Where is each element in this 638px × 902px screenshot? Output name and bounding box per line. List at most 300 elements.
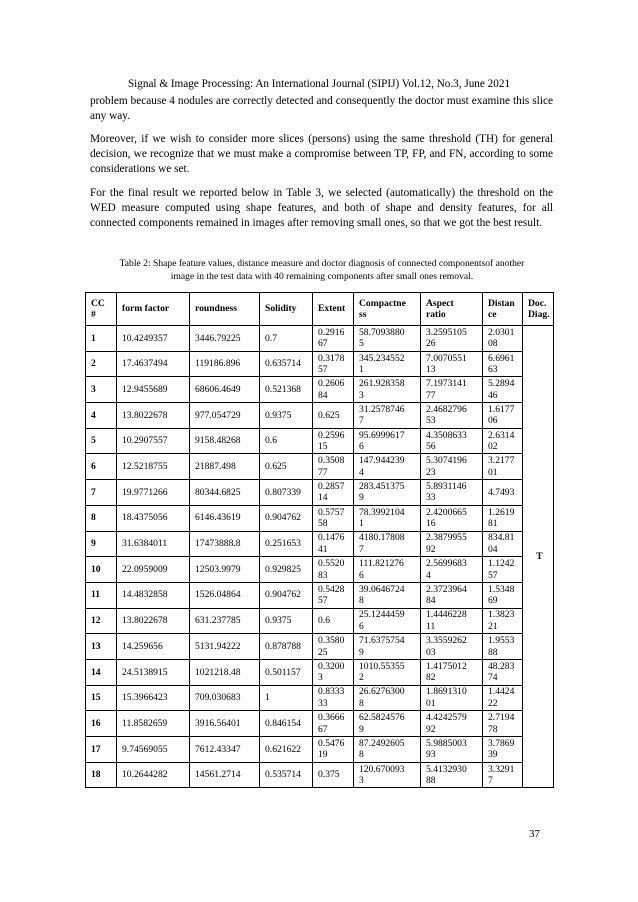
cell-line: 1.9553 (488, 635, 515, 647)
cell-solidity: 0.621622 (260, 737, 313, 763)
cell-line: 1.4175012 (426, 660, 467, 672)
cell-line: 2.3879955 (426, 532, 467, 544)
cell-form-factor: 22.0959009 (117, 557, 190, 583)
cell-line: 69 (488, 595, 498, 607)
cell-compactness (354, 762, 421, 788)
cell-extent (313, 377, 354, 403)
cell-line: 02 (488, 441, 498, 453)
cell-solidity: 0.9375 (260, 403, 313, 429)
cell-line: 25 (318, 646, 328, 658)
page-number: 37 (529, 828, 540, 840)
cell-line: 13 (426, 364, 436, 376)
cell-compactness (354, 608, 421, 634)
cell-line: 5.4132930 (426, 763, 467, 775)
cell-form-factor: 17.4637494 (117, 351, 190, 377)
cell-line: 4 (426, 569, 431, 581)
cell-solidity: 0.878788 (260, 634, 313, 660)
cell-distance (483, 428, 523, 454)
cell-roundness: 709.030683 (190, 685, 260, 711)
cell-line: 57 (318, 364, 328, 376)
cell-form-factor: 24.5138915 (117, 659, 190, 685)
cell-line: 1.5348 (488, 583, 515, 595)
cell-extent (313, 582, 354, 608)
cell-line: 0.8333 (318, 686, 345, 698)
cell-form-factor: 15.3966423 (117, 685, 190, 711)
cell-cc: 8 (86, 505, 117, 531)
cell-line: 2.4200665 (426, 506, 467, 518)
cell-extent (313, 351, 354, 377)
cell-line: 6.6961 (488, 352, 515, 364)
cell-form-factor: 10.4249357 (117, 326, 190, 352)
cell-solidity: 0.251653 (260, 531, 313, 557)
header-cc: CC # (86, 293, 117, 326)
cell-compactness (354, 326, 421, 352)
cell-line: 6 (359, 620, 364, 632)
cell-cc: 11 (86, 582, 117, 608)
cell-line: 2.0301 (488, 326, 515, 338)
table-row (86, 377, 554, 403)
cell-compactness (354, 454, 421, 480)
cell-line: 58 (318, 518, 328, 530)
cell-extent (313, 428, 354, 454)
table-row (86, 480, 554, 506)
cell-line: 0.3200 (318, 660, 345, 672)
cell-aspect-ratio (421, 634, 483, 660)
cell-cc: 17 (86, 737, 117, 763)
cell-line: 6 (359, 569, 364, 581)
cell-line: 83 (318, 569, 328, 581)
cell-compactness (354, 659, 421, 685)
cell-form-factor: 19.9771266 (117, 480, 190, 506)
cell-line: 2.7194 (488, 712, 515, 724)
cell-solidity: 0.9375 (260, 608, 313, 634)
table-body (86, 326, 554, 788)
cell-line: 1.4446228 (426, 609, 467, 621)
paragraph-3: For the final result we reported below in Table 3, we selected (automatically) the threshold on the WED measure computed using shape features, and both of shape and density features, for all connected components remained in images after removing small ones, so that we got the best result. (90, 187, 553, 229)
cell-line: 19 (318, 749, 328, 761)
cell-aspect-ratio (421, 659, 483, 685)
cell-solidity: 0.625 (260, 454, 313, 480)
cell-line: 67 (318, 723, 328, 735)
cell-doctor-diagnosis (523, 326, 554, 788)
cell-distance (483, 531, 523, 557)
cell-line: 8 (359, 697, 364, 709)
table-row (86, 454, 554, 480)
cell-solidity: 0.7 (260, 326, 313, 352)
cell-line: 0.3666 (318, 712, 345, 724)
shape-feature-table (85, 292, 554, 788)
cell-extent (313, 634, 354, 660)
cell-line: 33 (426, 492, 436, 504)
cell-line: 25.1244459 (359, 609, 405, 621)
cell-line: 14 (318, 492, 328, 504)
cell-aspect-ratio (421, 608, 483, 634)
header-compactness: Compactne ss (354, 293, 421, 326)
cell-form-factor: 18.4375056 (117, 505, 190, 531)
cell-compactness (354, 480, 421, 506)
cell-line: 67 (318, 338, 328, 350)
cell-extent (313, 454, 354, 480)
cell-distance (483, 377, 523, 403)
table-header-row (86, 293, 554, 326)
cell-line: 95.6999617 (359, 429, 405, 441)
cell-line: 0.625 (318, 409, 340, 421)
header-solidity: Solidity (260, 293, 313, 326)
cell-line: 26 (426, 338, 436, 350)
cell-aspect-ratio (421, 762, 483, 788)
cell-line: 3 (359, 775, 364, 787)
cell-line: 92 (426, 723, 436, 735)
cell-line: 46 (488, 389, 498, 401)
cell-line: 92 (426, 543, 436, 555)
cell-aspect-ratio (421, 377, 483, 403)
cell-line: 26.6276300 (359, 686, 405, 698)
cell-line: 0.5520 (318, 558, 345, 570)
cell-distance (483, 659, 523, 685)
cell-line: 4180.17808 (359, 532, 405, 544)
cell-line: 5.3074196 (426, 455, 467, 467)
cell-compactness (354, 685, 421, 711)
cell-cc: 14 (86, 659, 117, 685)
cell-distance (483, 351, 523, 377)
cell-line: 3 (359, 389, 364, 401)
table-row (86, 557, 554, 583)
cell-line: 7.1973141 (426, 378, 467, 390)
cell-line: 0.6 (318, 615, 330, 627)
cell-line: 77 (426, 389, 436, 401)
cell-roundness: 14561.2714 (190, 762, 260, 788)
cell-line: 283.451375 (359, 480, 405, 492)
cell-compactness (354, 531, 421, 557)
cell-line: 7 (488, 775, 493, 787)
table-row (86, 608, 554, 634)
diagnosis-value: T (536, 550, 543, 562)
table-row (86, 659, 554, 685)
cell-roundness: 1526.04864 (190, 582, 260, 608)
cell-line: 0.2916 (318, 326, 345, 338)
cell-compactness (354, 428, 421, 454)
cell-form-factor: 14.4832858 (117, 582, 190, 608)
cell-line: 4.3508633 (426, 429, 467, 441)
table-row (86, 737, 554, 763)
cell-aspect-ratio (421, 557, 483, 583)
cell-line: 9 (359, 646, 364, 658)
cell-compactness (354, 403, 421, 429)
cell-solidity: 0.904762 (260, 582, 313, 608)
cell-distance (483, 326, 523, 352)
cell-line: 0.3178 (318, 352, 345, 364)
cell-line: 4.4242579 (426, 712, 467, 724)
cell-line: 58.7093880 (359, 326, 405, 338)
cell-form-factor: 12.9455689 (117, 377, 190, 403)
paragraph-1: problem because 4 nodules are correctly detected and consequently the doctor must examine this slice any way. (90, 95, 553, 122)
cell-line: 06 (488, 415, 498, 427)
cell-line: 33 (318, 697, 328, 709)
header-extent: Extent (313, 293, 354, 326)
cell-line: 53 (426, 415, 436, 427)
cell-compactness (354, 557, 421, 583)
cell-extent (313, 505, 354, 531)
cell-line: 834.81 (488, 532, 515, 544)
cell-line: 88 (488, 646, 498, 658)
cell-line: 23 (426, 466, 436, 478)
cell-line: 0.2857 (318, 480, 345, 492)
cell-extent (313, 557, 354, 583)
cell-compactness (354, 351, 421, 377)
cell-roundness: 3916.56401 (190, 711, 260, 737)
cell-distance (483, 711, 523, 737)
cell-line: 3.3559262 (426, 635, 467, 647)
cell-distance (483, 454, 523, 480)
cell-line: 56 (426, 441, 436, 453)
cell-line: 3.7869 (488, 737, 515, 749)
cell-distance (483, 608, 523, 634)
table-row (86, 531, 554, 557)
cell-roundness: 3446.79225 (190, 326, 260, 352)
cell-cc: 2 (86, 351, 117, 377)
cell-line: 16 (426, 518, 436, 530)
cell-solidity: 0.635714 (260, 351, 313, 377)
cell-extent (313, 403, 354, 429)
cell-line: 345.234552 (359, 352, 405, 364)
cell-line: 57 (488, 569, 498, 581)
cell-line: 3.3291 (488, 763, 515, 775)
cell-line: 82 (426, 672, 436, 684)
cell-line: 120.670093 (359, 763, 405, 775)
cell-line: 62.5824576 (359, 712, 405, 724)
cell-cc: 9 (86, 531, 117, 557)
cell-solidity: 1 (260, 685, 313, 711)
cell-aspect-ratio (421, 454, 483, 480)
header-roundness: roundness (190, 293, 260, 326)
cell-distance (483, 480, 523, 506)
cell-extent (313, 711, 354, 737)
cell-solidity: 0.521368 (260, 377, 313, 403)
cell-extent (313, 762, 354, 788)
cell-extent (313, 480, 354, 506)
cell-line: 63 (488, 364, 498, 376)
cell-aspect-ratio (421, 737, 483, 763)
cell-line: 87.2492605 (359, 737, 405, 749)
cell-distance (483, 762, 523, 788)
cell-line: 5.9885003 (426, 737, 467, 749)
cell-line: 5.2894 (488, 378, 515, 390)
cell-cc: 13 (86, 634, 117, 660)
cell-distance (483, 634, 523, 660)
cell-line: 1.8691310 (426, 686, 467, 698)
cell-line: 7 (359, 543, 364, 555)
table-caption: Table 2: Shape feature values, distance measure and doctor diagnosis of connected componentsof another image in the test data with 40 remaining components after small ones removal. (119, 258, 525, 282)
running-header: Signal & Image Processing: An International Journal (SIPIJ) Vol.12, No.3, June 2021 (127, 78, 511, 90)
cell-form-factor: 9.74569055 (117, 737, 190, 763)
cell-distance (483, 557, 523, 583)
cell-aspect-ratio (421, 351, 483, 377)
cell-distance (483, 685, 523, 711)
cell-line: 0.3508 (318, 455, 345, 467)
cell-compactness (354, 737, 421, 763)
table-row (86, 762, 554, 788)
cell-cc: 5 (86, 428, 117, 454)
cell-line: 1.1242 (488, 558, 515, 570)
cell-compactness (354, 634, 421, 660)
cell-line: 9 (359, 723, 364, 735)
cell-roundness: 6146.43619 (190, 505, 260, 531)
cell-cc: 16 (86, 711, 117, 737)
cell-aspect-ratio (421, 403, 483, 429)
cell-line: 111.821276 (359, 558, 404, 570)
cell-aspect-ratio (421, 326, 483, 352)
cell-line: 2 (359, 672, 364, 684)
cell-line: 5.8931146 (426, 480, 467, 492)
table-row (86, 582, 554, 608)
cell-form-factor: 31.6384011 (117, 531, 190, 557)
cell-line: 84 (318, 389, 328, 401)
cell-line: 15 (318, 441, 328, 453)
cell-solidity: 0.501157 (260, 659, 313, 685)
cell-line: 1.3823 (488, 609, 515, 621)
cell-form-factor: 14.259656 (117, 634, 190, 660)
cell-line: 8 (359, 595, 364, 607)
cell-distance (483, 737, 523, 763)
cell-line: 84 (426, 595, 436, 607)
cell-compactness (354, 582, 421, 608)
cell-cc: 3 (86, 377, 117, 403)
cell-line: 93 (426, 749, 436, 761)
cell-solidity: 0.6 (260, 428, 313, 454)
cell-line: 0.1476 (318, 532, 345, 544)
cell-roundness: 631.237785 (190, 608, 260, 634)
header-form-factor: form factor (117, 293, 190, 326)
cell-line: 22 (488, 697, 498, 709)
cell-line: 7 (359, 415, 364, 427)
cell-line: 74 (488, 672, 498, 684)
cell-roundness: 12503.9979 (190, 557, 260, 583)
table-row (86, 351, 554, 377)
cell-line: 0.3580 (318, 635, 345, 647)
table-row (86, 685, 554, 711)
cell-line: 5 (359, 338, 364, 350)
cell-line: 78.3992104 (359, 506, 405, 518)
cell-aspect-ratio (421, 685, 483, 711)
cell-line: 147.944239 (359, 455, 405, 467)
table-row (86, 505, 554, 531)
cell-line: 31.2578746 (359, 403, 405, 415)
cell-extent (313, 659, 354, 685)
table-row (86, 428, 554, 454)
cell-extent (313, 608, 354, 634)
cell-form-factor: 12.5218755 (117, 454, 190, 480)
cell-line: 77 (318, 466, 328, 478)
cell-form-factor: 10.2907557 (117, 428, 190, 454)
cell-line: 0.375 (318, 769, 340, 781)
cell-line: 39.0646724 (359, 583, 405, 595)
cell-extent (313, 737, 354, 763)
cell-extent (313, 685, 354, 711)
cell-line: 11 (426, 620, 436, 632)
cell-line: 3.2595105 (426, 326, 467, 338)
cell-roundness: 5131.94222 (190, 634, 260, 660)
cell-line: 261.928358 (359, 378, 405, 390)
table-row (86, 326, 554, 352)
cell-cc: 10 (86, 557, 117, 583)
cell-line: 2.5699683 (426, 558, 467, 570)
cell-form-factor: 10.2644282 (117, 762, 190, 788)
cell-line: 3.2177 (488, 455, 515, 467)
cell-distance (483, 505, 523, 531)
cell-aspect-ratio (421, 428, 483, 454)
cell-line: 8 (359, 749, 364, 761)
table-row (86, 634, 554, 660)
cell-line: 48.283 (488, 660, 515, 672)
cell-line: 1.2619 (488, 506, 515, 518)
cell-distance (483, 582, 523, 608)
cell-line: 3 (318, 672, 323, 684)
cell-roundness: 17473888.8 (190, 531, 260, 557)
cell-cc: 1 (86, 326, 117, 352)
cell-aspect-ratio (421, 582, 483, 608)
cell-line: 1010.55355 (359, 660, 405, 672)
table-row (86, 711, 554, 737)
cell-form-factor: 11.8582659 (117, 711, 190, 737)
cell-roundness: 1021218.48 (190, 659, 260, 685)
cell-line: 04 (488, 543, 498, 555)
cell-line: 7.0070551 (426, 352, 467, 364)
cell-line: 6 (359, 441, 364, 453)
cell-line: 2.6314 (488, 429, 515, 441)
cell-cc: 6 (86, 454, 117, 480)
cell-aspect-ratio (421, 480, 483, 506)
cell-line: 03 (426, 646, 436, 658)
header-distance: Distan ce (483, 293, 523, 326)
header-aspect-ratio: Aspect ratio (421, 293, 483, 326)
cell-compactness (354, 505, 421, 531)
cell-line: 1.4424 (488, 686, 515, 698)
cell-roundness: 119186.896 (190, 351, 260, 377)
cell-extent (313, 531, 354, 557)
cell-form-factor: 13.8022678 (117, 403, 190, 429)
cell-roundness: 977.054729 (190, 403, 260, 429)
cell-line: 57 (318, 595, 328, 607)
cell-aspect-ratio (421, 711, 483, 737)
cell-line: 0.2596 (318, 429, 345, 441)
cell-roundness: 7612.43347 (190, 737, 260, 763)
cell-line: 78 (488, 723, 498, 735)
cell-roundness: 68606.4649 (190, 377, 260, 403)
cell-line: 0.5476 (318, 737, 345, 749)
cell-cc: 18 (86, 762, 117, 788)
cell-line: 0.2606 (318, 378, 345, 390)
cell-line: 2.4682796 (426, 403, 467, 415)
cell-line: 08 (488, 338, 498, 350)
paragraph-2: Moreover, if we wish to consider more slices (persons) using the same threshold (TH) for general decision, we recognize that we must make a compromise between TP, FP, and FN, according to some considerations we set. (90, 133, 553, 175)
cell-line: 1 (359, 364, 364, 376)
cell-line: 2.3723964 (426, 583, 467, 595)
cell-solidity: 0.929825 (260, 557, 313, 583)
table-row (86, 403, 554, 429)
cell-form-factor: 13.8022678 (117, 608, 190, 634)
cell-aspect-ratio (421, 505, 483, 531)
cell-roundness: 9158.48268 (190, 428, 260, 454)
cell-aspect-ratio (421, 531, 483, 557)
cell-roundness: 80344.6825 (190, 480, 260, 506)
cell-solidity: 0.846154 (260, 711, 313, 737)
cell-solidity: 0.535714 (260, 762, 313, 788)
cell-distance (483, 403, 523, 429)
cell-line: 81 (488, 518, 498, 530)
cell-compactness (354, 711, 421, 737)
cell-solidity: 0.904762 (260, 505, 313, 531)
cell-line: 39 (488, 749, 498, 761)
